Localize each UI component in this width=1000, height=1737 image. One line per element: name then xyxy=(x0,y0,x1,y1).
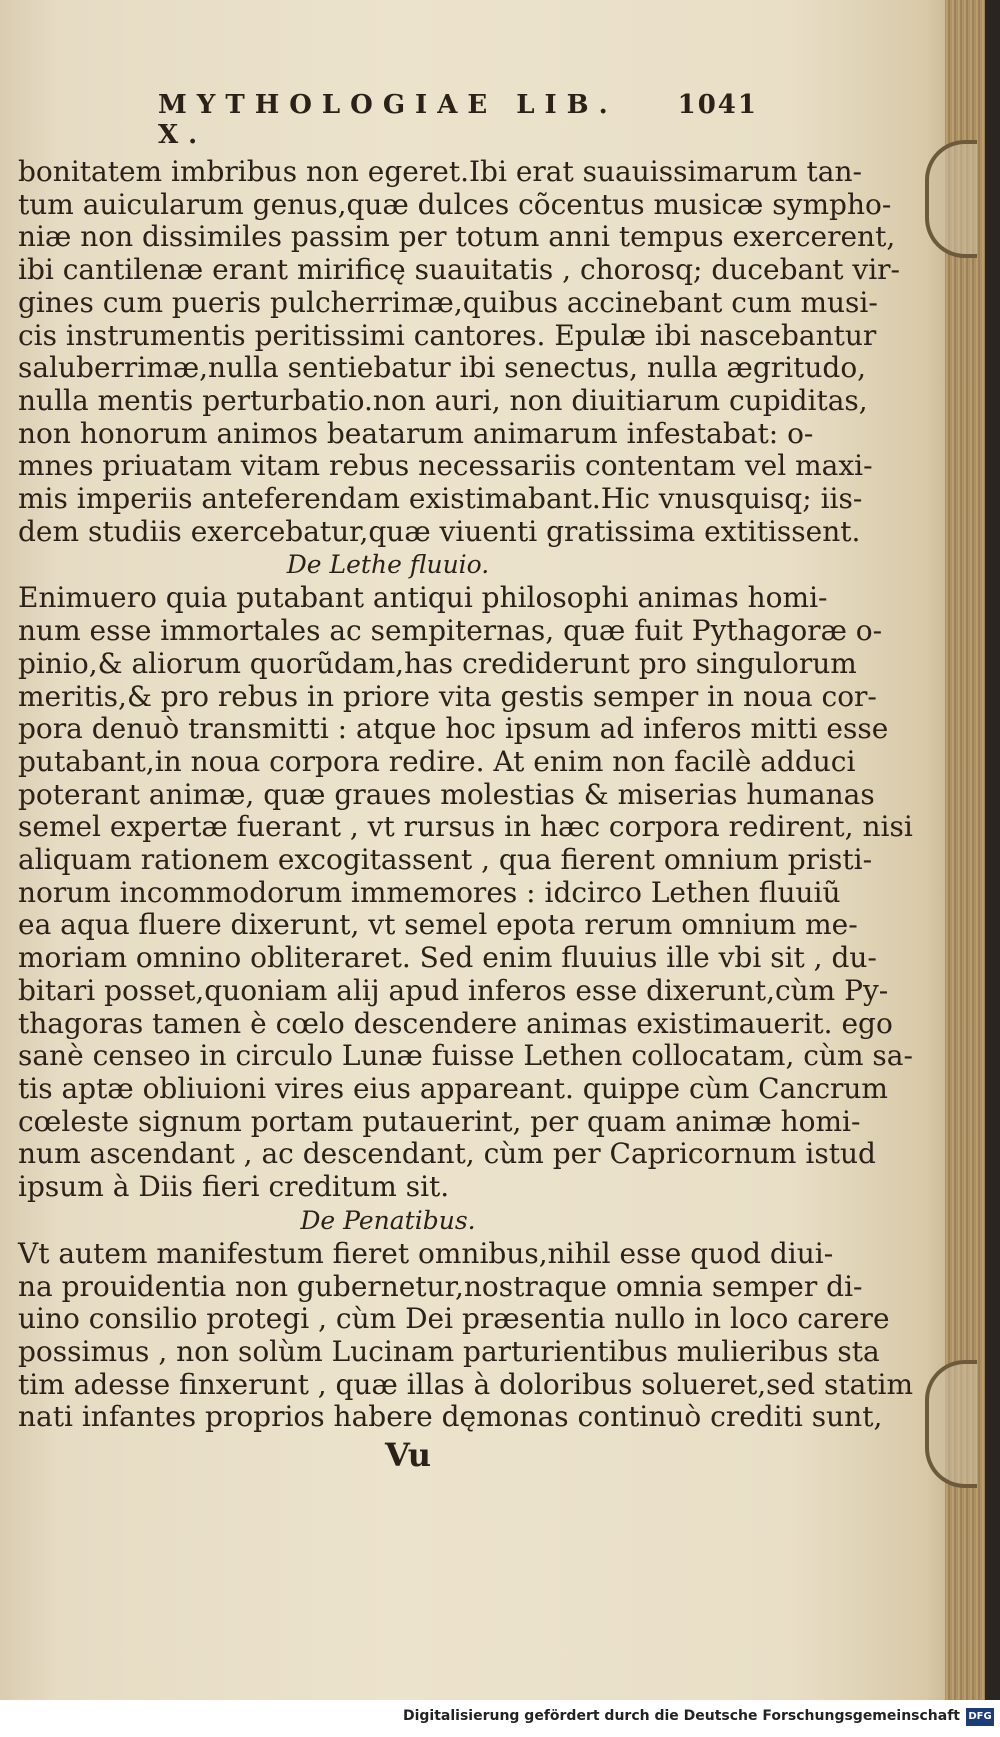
running-title: MYTHOLOGIAE LIB. X. xyxy=(158,90,618,150)
text-line: mis imperiis anteferendam existimabant.Hic vnusquisq; iis- xyxy=(18,482,863,516)
text-line: tis aptæ obliuioni vires eius appareant. quippe cùm Cancrum xyxy=(18,1071,888,1105)
text-line: nulla mentis perturbatio.non auri, non diuitiarum cupiditas, xyxy=(18,383,868,417)
text-line: ea aqua fluere dixerunt, vt semel epota rerum omnium me- xyxy=(18,908,858,942)
text-line: niæ non dissimiles passim per totum anni tempus exercerent, xyxy=(18,220,896,254)
text-line: poterant animæ, quæ graues molestias & miserias humanas xyxy=(18,777,875,811)
text-line: dem studiis exercebatur,quæ viuenti gratissima extitissent. xyxy=(18,514,861,548)
text-line: norum incommodorum immemores : idcirco Lethen fluuiũ xyxy=(18,875,841,909)
text-line: cis instrumentis peritissimi cantores. Epulæ ibi nascebantur xyxy=(18,318,877,352)
text-line: bonitatem imbribus non egeret.Ibi erat suauissimarum tan- xyxy=(18,155,862,188)
text-line: possimus , non solùm Lucinam parturientibus mulieribus sta xyxy=(18,1334,880,1368)
text-line: meritis,& pro rebus in priore vita gestis semper in noua cor- xyxy=(18,679,877,713)
text-line: pora denuò transmitti : atque hoc ipsum ad inferos mitti esse xyxy=(18,712,889,746)
text-line: tim adesse finxerunt , quæ illas à doloribus solueret,sed statim xyxy=(18,1367,914,1401)
digitization-footer xyxy=(0,1700,1000,1737)
text-line: moriam omnino obliteraret. Sed enim fluuius ille vbi sit , du- xyxy=(18,941,877,975)
text-line: Enimuero quia putabant antiqui philosophi animas homi- xyxy=(18,581,828,615)
text-line: nati infantes proprios habere dęmonas continuò crediti sunt, xyxy=(18,1400,883,1434)
text-line: uino consilio protegi , cùm Dei præsentia nullo in loco carere xyxy=(18,1302,890,1336)
text-line: sanè censeo in circulo Lunæ fuisse Lethen collocatam, cùm sa- xyxy=(18,1039,913,1073)
text-line: num ascendant , ac descendant, cùm per Capricornum istud xyxy=(18,1137,876,1171)
text-line: saluberrimæ,nulla sentiebatur ibi senectus, nulla ægritudo, xyxy=(18,351,867,385)
text-line: thagoras tamen è cœlo descendere animas existimauerit. ego xyxy=(18,1006,893,1040)
text-line: non honorum animos beatarum animarum infestabat: o- xyxy=(18,416,814,450)
text-line: ipsum à Diis fieri creditum sit. xyxy=(18,1170,450,1204)
text-line: bitari posset,quoniam alij apud inferos esse dixerunt,cùm Py- xyxy=(18,973,889,1007)
section-heading: De Lethe fluuio. xyxy=(286,550,490,580)
text-line: semel expertæ fuerant , vt rursus in hæc corpora redirent, nisi xyxy=(18,810,913,844)
text-line: pinio,& aliorum quorũdam,has crediderunt pro singulorum xyxy=(18,646,857,680)
dfg-logo: DFG xyxy=(966,1708,994,1726)
text-line: putabant,in noua corpora redire. At enim non facilè adduci xyxy=(18,744,856,778)
text-line: num esse immortales ac sempiternas, quæ fuit Pythagoræ o- xyxy=(18,614,883,648)
text-line: na prouidentia non gubernetur,nostraque omnia semper di- xyxy=(18,1269,863,1303)
page-text xyxy=(18,90,914,1475)
text-line: cœleste signum portam putauerint, per quam animæ homi- xyxy=(18,1104,861,1138)
footer-credit: Digitalisierung gefördert durch die Deutsche Forschungsgemeinschaft xyxy=(402,1708,960,1724)
page-clip-top xyxy=(925,140,977,258)
text-line: mnes priuatam vitam rebus necessariis contentam vel maxi- xyxy=(18,449,873,483)
text-line: Vt autem manifestum fieret omnibus,nihil esse quod diui- xyxy=(18,1236,834,1270)
running-header xyxy=(158,90,758,150)
text-line: ibi cantilenæ erant mirificę suauitatis , chorosq; ducebant vir- xyxy=(18,253,901,287)
text-line: gines cum pueris pulcherrimæ,quibus accinebant cum musi- xyxy=(18,285,878,319)
body-text xyxy=(18,155,914,1434)
page-number: 1041 xyxy=(677,90,758,120)
signature-mark: Vu xyxy=(384,1436,432,1475)
text-line: tum auicularum genus,quæ dulces cõcentus musicæ sympho- xyxy=(18,187,892,221)
page-clip-bottom xyxy=(925,1360,977,1488)
text-line: aliquam rationem excogitassent , qua fierent omnium pristi- xyxy=(18,843,873,877)
section-heading: De Penatibus. xyxy=(300,1205,476,1235)
